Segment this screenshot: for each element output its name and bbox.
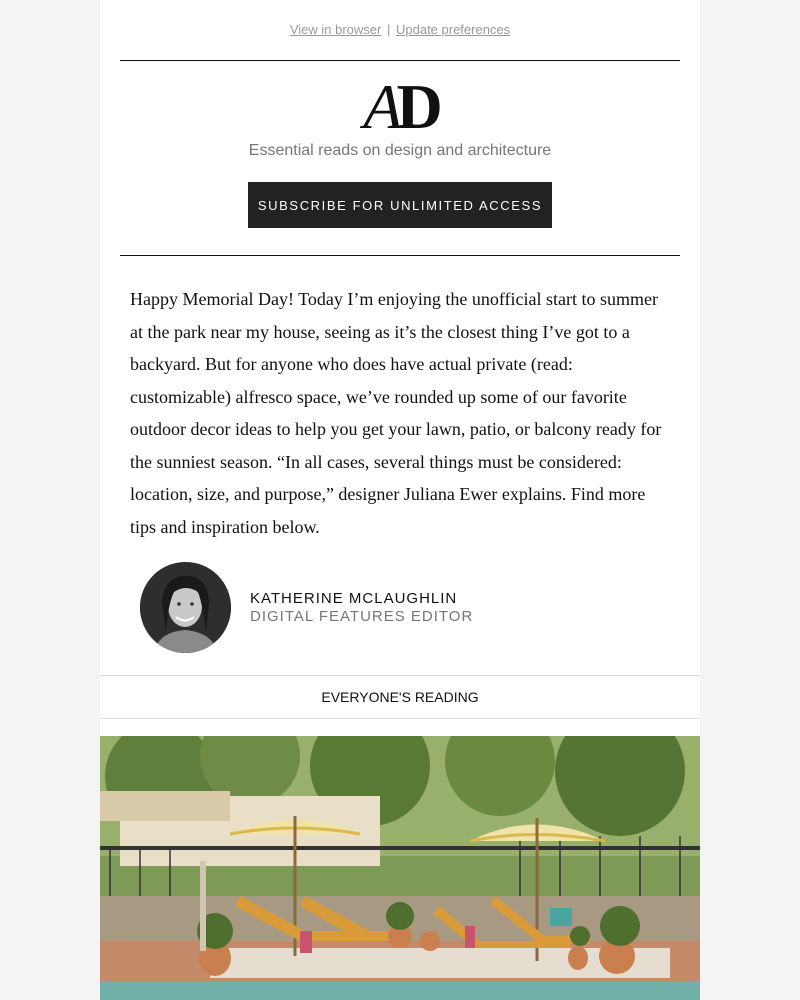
header-bottom-divider <box>120 255 680 256</box>
view-in-browser-link[interactable]: View in browser <box>289 22 382 37</box>
preheader-separator: | <box>386 22 391 37</box>
top-divider <box>120 60 680 61</box>
ad-logo[interactable] <box>100 71 700 142</box>
author-avatar <box>140 562 231 653</box>
preheader <box>100 22 700 37</box>
section-heading-everyones-reading: EVERYONE'S READING <box>100 675 700 719</box>
logo-letter-a: A <box>363 71 397 142</box>
logo-letter-d: D <box>396 71 437 142</box>
email-container <box>100 0 700 1000</box>
tagline: Essential reads on design and architecture <box>248 142 552 159</box>
patio-illustration <box>100 736 700 1000</box>
author-byline <box>140 562 660 654</box>
update-preferences-link[interactable]: Update preferences <box>395 22 511 37</box>
subscribe-button[interactable]: SUBSCRIBE FOR UNLIMITED ACCESS <box>248 182 552 228</box>
intro-paragraph: Happy Memorial Day! Today I’m enjoying the unofficial start to summer at the park near my house, seeing as it’s the closest thing I’ve got to a backyard. But for anyone who does have actual private (read: customizable) alfresco space, we’ve rounded up some of our favorite outdoor decor ideas to help you get your lawn, patio, or balcony ready for the sunniest season. “In all cases, several things must be considered: location, size, and purpose,” designer Juliana Ewer explains. Find more tips and inspiration below. <box>130 289 662 537</box>
author-title: DIGITAL FEATURES EDITOR <box>250 608 474 625</box>
hero-image[interactable] <box>100 736 700 1000</box>
author-name: KATHERINE MCLAUGHLIN <box>250 590 458 607</box>
